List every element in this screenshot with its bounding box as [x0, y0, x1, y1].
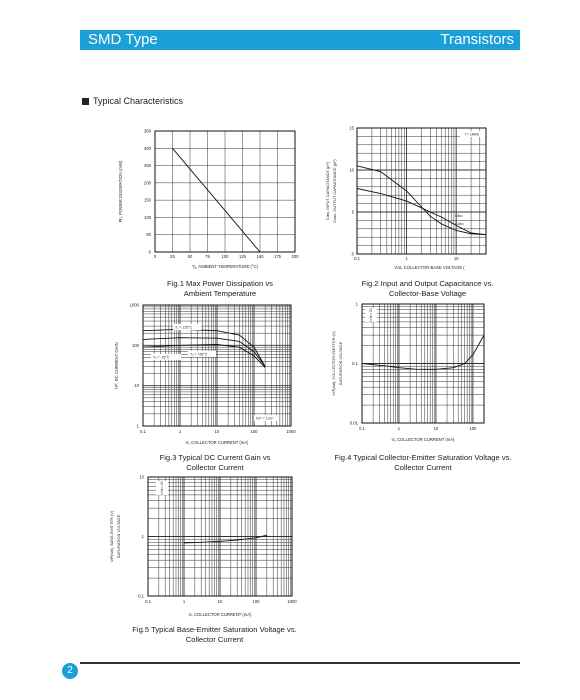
fig5-y-tick-label: 0.1	[138, 593, 144, 599]
fig5-caption-line1: Fig.5 Typical Base-Emitter Saturation Voltage vs.	[132, 625, 297, 634]
fig3-x-tick-label: 100	[250, 429, 258, 434]
fig3-x-tick-label: 0.1	[140, 429, 146, 434]
fig3-x-axis-label: Iᴄ, COLLECTOR CURRENT (mA)	[185, 440, 249, 445]
fig5-x-tick-label: 1000	[287, 599, 297, 604]
fig3-annotation-25c: Tₐ = +25°C	[190, 352, 208, 357]
fig3-y-tick-label: 10	[134, 383, 139, 389]
fig2-annotation-freq: f = 1MHz	[464, 132, 480, 137]
fig2-y-tick-label: 5	[351, 209, 354, 215]
fig4-x-tick-label: 10	[433, 426, 439, 431]
fig5-x-tick-label: 0.1	[145, 599, 151, 604]
section-title: Typical Characteristics	[93, 96, 184, 106]
fig4-x-axis-label: Iᴄ, COLLECTOR CURRENT (mA)	[391, 437, 455, 442]
fig5-caption	[112, 625, 317, 645]
header-right: Transistors	[440, 31, 514, 48]
fig2-x-tick-label: 0.1	[354, 256, 360, 261]
fig4-x-tick-label: 100	[469, 426, 477, 431]
fig4-series-line-0	[362, 335, 484, 369]
fig3-x-tick-label: 1	[178, 429, 182, 434]
fig4-x-tick-label: 1	[397, 426, 401, 431]
fig5-x-tick-label: 100	[252, 599, 260, 604]
fig3-y-tick-label: 1	[136, 423, 139, 429]
fig5-y-axis-label-1: Vʙᴱ(sat), BASE-EMITTER (V)	[109, 510, 114, 563]
header-left: SMD Type	[88, 31, 158, 48]
fig3-annotation-125c: Tₐ = 125°C	[175, 325, 193, 330]
fig4-annotation-ratio: Iᴄ/Iʙ = 10	[369, 308, 373, 322]
fig4-caption-line2: Collector Current	[394, 463, 452, 472]
fig2-annotation-cobo: Cobo	[455, 221, 464, 226]
fig4-y-axis-label-1: Vᴄᴱ(sat), COLLECTOR-EMITTER (V)	[331, 331, 336, 396]
fig2-caption-line2: Collector-Base Voltage	[388, 289, 467, 298]
fig1-x-tick-label: 75	[205, 254, 210, 259]
fig1-x-tick-label: 200	[291, 254, 299, 259]
fig3-caption-line1: Fig.3 Typical DC Current Gain vs	[159, 453, 271, 462]
fig3-x-tick-label: 10	[214, 429, 220, 434]
fig5-x-tick-label: 10	[217, 599, 223, 604]
fig4-y-axis-label-2: SATURATION VOLTAGE	[338, 341, 343, 386]
fig4-y-tick-label: 0.1	[352, 361, 358, 366]
fig1-y-axis-label: Pᴅ, POWER DISSIPATION (mW)	[118, 160, 123, 223]
fig5-caption-line2: Collector Current	[185, 635, 244, 644]
fig2-caption-line1: Fig.2 Input and Output Capacitance vs.	[361, 279, 494, 288]
fig3-x-tick-label: 1000	[286, 429, 296, 434]
fig1-y-tick-label: 0	[148, 249, 151, 255]
fig2-y-tick-label: 10	[349, 167, 354, 173]
fig1-y-tick-label: 250	[144, 163, 151, 169]
fig3-annotation-minus25c: Tₐ = -25°C	[153, 355, 170, 360]
fig2-y-axis-label-1: Cıʙᴏ, INPUT CAPACITANCE (pF)	[325, 161, 330, 221]
fig1-y-tick-label: 50	[146, 232, 151, 238]
fig1-caption-line1: Fig.1 Max Power Dissipation vs	[167, 279, 273, 288]
fig1-x-tick-label: 0	[153, 254, 157, 259]
fig2-y-axis-label-2: Cᴄʙᴏ, OUTPUT CAPACITANCE (pF)	[332, 159, 337, 223]
fig2-y-tick-label: 15	[349, 125, 354, 131]
fig4-caption	[318, 453, 528, 473]
fig5-x-axis-label: Iᴄ, COLLECTOR CURRENT (mA)	[188, 612, 252, 617]
fig1-x-tick-label: 50	[187, 254, 193, 259]
fig5-x-tick-label: 1	[182, 599, 186, 604]
fig3-series-line-0	[143, 329, 265, 366]
fig3-y-tick-label: 1000	[129, 302, 139, 308]
page-number: 2	[62, 663, 78, 679]
fig2-x-axis-label: Vᴄʙ, COLLECTOR-BASE VOLTAGE (	[394, 265, 465, 270]
fig4-y-tick-label: 0.01	[349, 420, 358, 426]
fig2-caption	[340, 279, 515, 299]
fig1-y-tick-label: 150	[144, 197, 151, 203]
fig5-annotation-ratio: Iᴄ/Iʙ = 10	[160, 481, 164, 495]
fig3-annotation-vce: Vᴄᴱ = 1.0V	[256, 416, 273, 421]
fig1-x-tick-label: 100	[221, 254, 229, 259]
fig3-caption	[130, 453, 300, 473]
fig1-y-tick-label: 100	[144, 214, 151, 220]
fig1-y-tick-label: 300	[144, 145, 151, 151]
fig4-caption-line1: Fig.4 Typical Collector-Emitter Saturation Voltage vs.	[334, 453, 512, 462]
fig1-x-axis-label: Tₐ, AMBIENT TEMPERATURE (°C)	[192, 264, 258, 269]
fig2-annotation-cibo: Cibo	[455, 214, 463, 219]
fig1-x-tick-label: 150	[256, 254, 264, 259]
fig3-y-tick-label: 100	[132, 342, 139, 348]
fig3-caption-line2: Collector Current	[186, 463, 244, 472]
fig5-y-axis-label-2: SATURATION VOLTAGE	[116, 514, 121, 559]
footer-rule	[80, 662, 520, 664]
fig1-x-tick-label: 25	[170, 254, 175, 259]
fig1-x-tick-label: 175	[274, 254, 281, 259]
fig1-caption-line2: Ambient Temperature	[183, 289, 257, 298]
fig2-x-tick-label: 1	[405, 256, 408, 261]
fig1-x-tick-label: 125	[239, 254, 246, 259]
fig1-y-tick-label: 350	[144, 128, 151, 134]
fig5-y-tick-label: 1	[141, 534, 144, 539]
fig5-y-tick-label: 10	[139, 474, 144, 480]
fig1-y-tick-label: 200	[144, 180, 151, 186]
fig3-y-axis-label: hᶠᴱ, DC CURRENT GAIN	[114, 342, 119, 389]
fig2-x-tick-label: 10	[453, 256, 459, 261]
fig1-caption	[140, 279, 300, 299]
fig4-y-tick-label: 1	[355, 301, 358, 307]
fig4-x-tick-label: 0.1	[359, 426, 365, 431]
fig2-y-tick-label: 0	[351, 251, 354, 257]
